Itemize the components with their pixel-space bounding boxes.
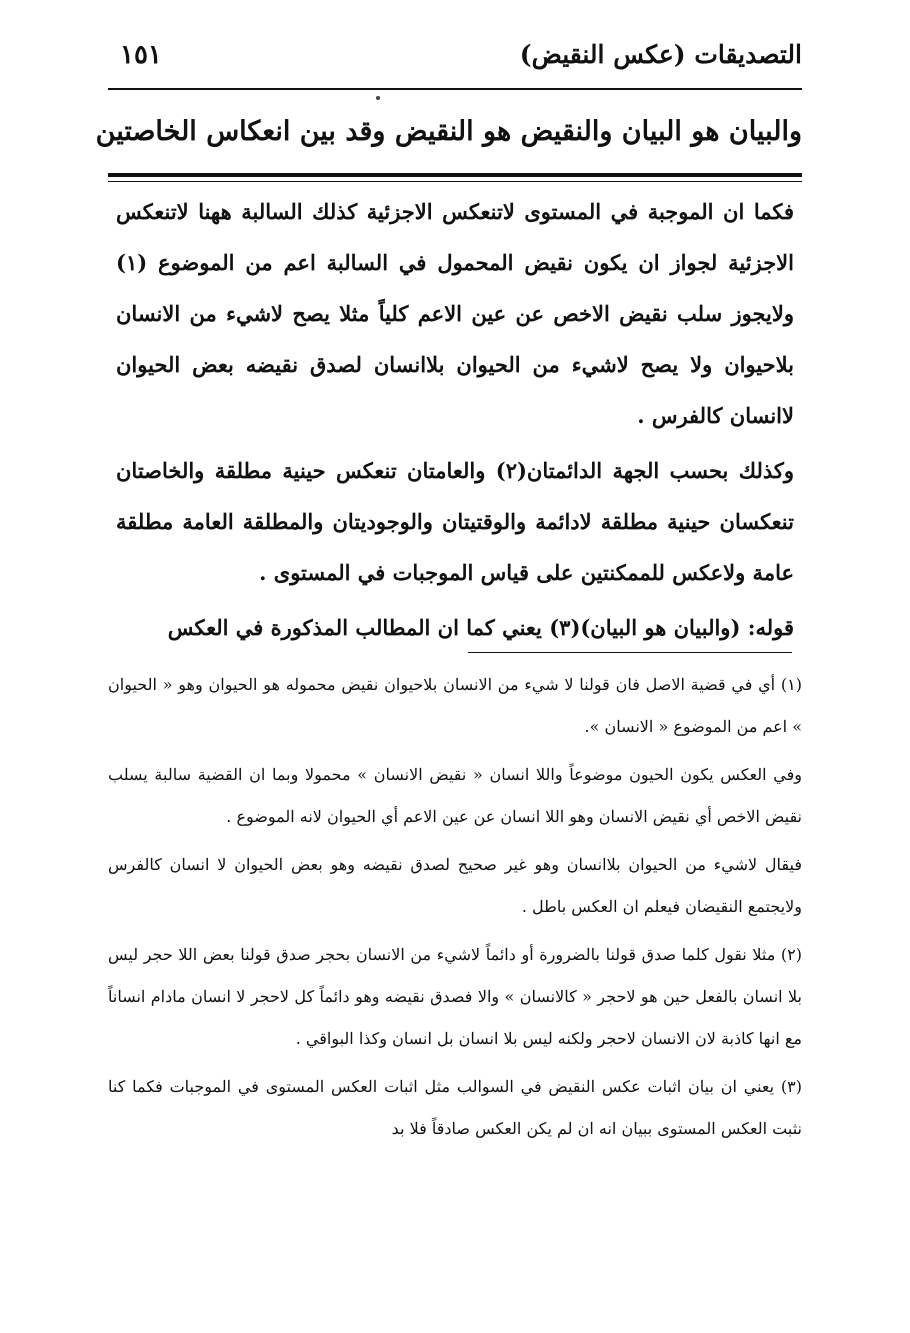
header-rule [108,88,802,90]
matn-rule-thick [108,173,802,177]
footnote-3: (٣) يعني ان بيان اثبات عكس النقيض في السوالب مثل اثبات العكس المستوى في الموجبات فكما كنا نثبت العكس المستوى ببيان انه ان لم يكن العكس صادقاً فلا بد [108,1077,802,1138]
footnote-2: (٢) مثلا نقول كلما صدق قولنا بالضرورة أو دائماً لاشيء من الانسان بحجر صدق قولنا بعض اللا حجر ليس بلا انسان بالفعل حين هو لاحجر « كالانسان » والا فصدق نقيضه وهو دائماً كل لاحجر لا انسان مادام انساناً مع انها كاذبة لان الانسان لاحجر ولكنه ليس بلا انسان بل انسان وكذا البواقي . [108,945,802,1048]
footnote-1: (١) أي في قضية الاصل فان قولنا لا شيء من الانسان بلاحيوان نقيض محموله هو الحيوان وهو « الحيوان » اعم من الموضوع « الانسان ». [108,675,802,736]
footnote-1-cont-a: وفي العكس يكون الحيون موضوعاً واللا انسان « نقيض الانسان » محمولا وبما ان القضية سالبة يسلب نقيض الاخص أي نقيض الانسان وهو اللا انسان عن عين الاعم أي الحيوان لانه الموضوع . [108,765,802,826]
running-header [108,32,802,82]
matn-rule-thin [108,181,802,182]
footnotes [108,664,802,1150]
commentary-body [116,186,794,657]
page-number: ١٥١ [120,40,162,70]
body-paragraph-3-text: (والبيان هو البيان)(٣) يعني كما ان المطالب المذكورة في العكس [167,615,741,640]
body-paragraph-1: فكما ان الموجبة في المستوى لاتنعكس الاجزئية كذلك السالبة ههنا لاتنعكس الاجزئية لجواز ان يكون نقيض المحمول في السالبة اعم من الموضوع (١) ولايجوز سلب نقيض الاخص عن عين الاعم كلياً مثلا يصح لاشيء من الانسان بلاحيوان ولا يصح لاشيء من الحيوان بلاانسان لصدق نقيضه بعض الحيوان لاانسان كالفرس . [116,199,794,428]
body-paragraph-2: وكذلك بحسب الجهة الدائمتان(٢) والعامتان تنعكس حينية مطلقة والخاصتان تنعكسان حينية مطلقة لادائمة والوقتيتان والوجوديتان والمطلقة العامة مطلقة عامة ولاعكس للممكنتين على قياس الموجبات في المستوى . [116,458,794,585]
footnote-rule [468,652,792,653]
body-paragraph-3 [116,602,794,653]
footnote-1-cont-b: فيقال لاشيء من الحيوان بلاانسان وهو غير صحيح لصدق نقيضه وهو بعض الحيوان لا انسان كالفرس ولايجتمع النقيضان فيعلم ان العكس باطل . [108,855,803,916]
chapter-title: التصديقات (عكس النقيض) [519,40,802,69]
matn-line: والبيان هو البيان والنقيض هو النقيض وقد بين انعكاس الخاصتين [95,116,802,147]
center-dot [376,96,380,100]
qawluh-lead: قوله: [747,615,794,640]
